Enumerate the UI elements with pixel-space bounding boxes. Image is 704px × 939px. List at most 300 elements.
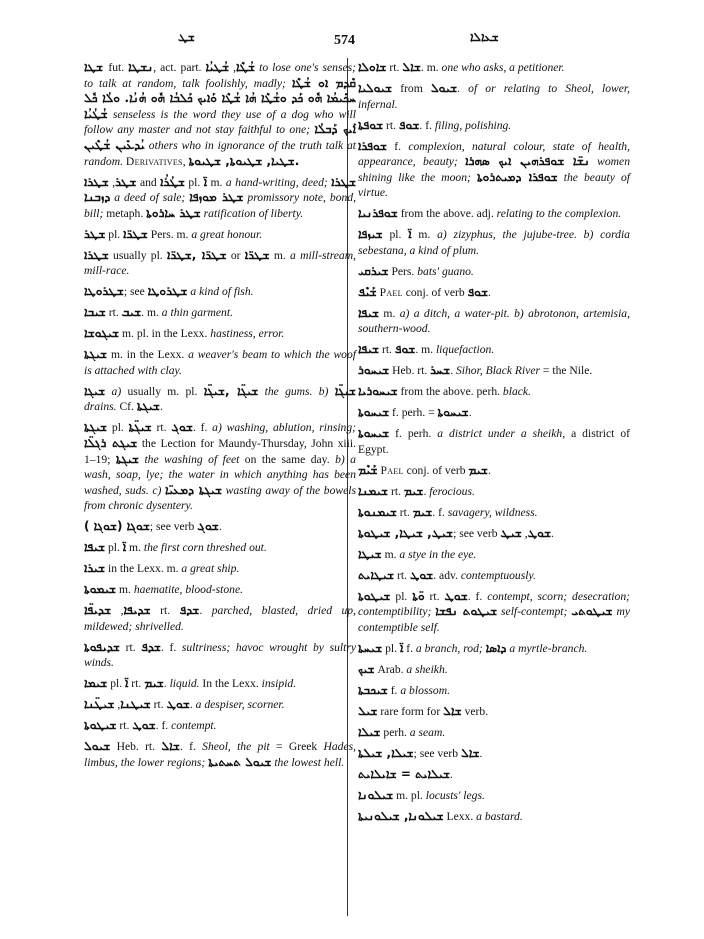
syriac-text: ܐܰܝܟ ܕܰܒܠܳܐ ܝܳܕܥܺܝܢ ܫܳܛܶܝܢ <box>84 122 356 152</box>
syriac-text: ܫܝܡ <box>412 504 433 519</box>
entry-text: from the above. perh. <box>397 385 503 399</box>
entry-text: metaph. <box>103 206 147 220</box>
entry-text: rt. <box>128 677 145 691</box>
entry-text: , <box>521 526 528 540</box>
entry-text: usually m. pl. <box>121 384 204 398</box>
entry-text: ; see verb <box>453 526 501 540</box>
gloss-text: my contemptible self. <box>358 605 630 635</box>
dictionary-entry <box>358 139 630 201</box>
syriac-text: ܐ̈ <box>408 227 412 242</box>
syriac-text: ܫܛܐ <box>84 60 109 74</box>
entry-text: . f. <box>467 589 488 603</box>
entry-text: pl. <box>105 227 124 241</box>
gloss-text: filing, polishing. <box>434 118 512 132</box>
dictionary-entry <box>358 505 630 521</box>
syriac-text: ܫܝܦܐ <box>358 342 380 357</box>
syriac-text: ܫܐܠ <box>402 60 421 74</box>
syriac-text: ܫܝܠܘܢܐ, ܫܝܠܘܢܝܬܐ <box>358 808 444 823</box>
entry-text: = Greek <box>269 740 324 754</box>
entry-text: . <box>468 406 472 420</box>
syriac-text: ܐ̈ <box>399 641 404 656</box>
entry-text: Lexx. <box>443 809 477 823</box>
syriac-text: ܫܛܪ̈ܐ ,ܫܛܪ̈ܐ <box>166 247 227 262</box>
syriac-text: ܢܫܛܐ <box>128 60 154 74</box>
dictionary-entry <box>84 384 356 415</box>
syriac-text: ܫܐܠ <box>161 739 180 754</box>
gloss-text: a deed of sale; <box>114 191 186 205</box>
dictionary-entry <box>358 641 630 657</box>
syriac-text: ܫܐܠ <box>443 703 462 718</box>
gloss-text: locusts' legs. <box>425 788 485 802</box>
dictionary-entry <box>358 725 630 741</box>
gloss-text: black. <box>502 385 531 399</box>
syriac-text: ܫܛܪ̈ܐ <box>123 226 148 241</box>
dictionary-entry <box>84 227 356 243</box>
dictionary-entry <box>358 484 630 500</box>
gloss-text: a) <box>111 384 122 398</box>
dictionary-entry <box>84 561 356 577</box>
syriac-text: ܫܕܦ <box>141 639 161 654</box>
dictionary-entry <box>358 118 630 134</box>
entry-text: m. <box>126 541 144 555</box>
gloss-text: senseless is the word they use of a dog who will follow any master and not stay faithful to one; <box>84 107 356 137</box>
entry-text: Pael <box>380 463 404 477</box>
entry-text: rt. <box>424 589 445 603</box>
gloss-text: a thin garment. <box>161 306 233 320</box>
entry-text: . <box>218 520 222 534</box>
gloss-text: ratification of liberty. <box>203 206 304 220</box>
entry-text: pl. <box>382 642 400 656</box>
syriac-text: ܫܝܒܐ <box>84 305 106 320</box>
syriac-text: ܫܘܦܪܐ ܕܡܝܬܪܘܬܐ <box>476 169 558 184</box>
dictionary-entry <box>84 347 356 378</box>
syriac-text: ܫܝܓܐ <box>84 383 106 398</box>
entry-text: pl. <box>382 228 409 242</box>
syriac-text: ܫܝܓܘܫܐ <box>84 326 120 341</box>
dictionary-entry <box>358 264 630 280</box>
syriac-text: ܫܝܪܐ <box>84 561 106 576</box>
syriac-text: ܫܝܡ <box>144 676 164 691</box>
entry-text: m. <box>379 306 400 320</box>
entry-text: , <box>111 604 124 618</box>
entry-text: verb. <box>461 704 489 718</box>
entry-text: rt. <box>105 306 122 320</box>
dictionary-entry <box>358 363 630 379</box>
entry-text: . f. <box>160 640 182 654</box>
syriac-text: ܫܝܛܘܬ ܢܦܫܐ <box>435 604 498 619</box>
syriac-text: ܫܝܦܐ <box>358 305 380 320</box>
gloss-text: a seam. <box>409 725 446 739</box>
syriac-text: ܫܝܠܘܢܐ <box>358 787 394 802</box>
syriac-text: ܫܝܓܬܐ <box>115 451 139 466</box>
syriac-text: ܕܐܣܐ <box>485 641 507 656</box>
entry-text: . <box>488 285 491 299</box>
syriac-text: ܫܐܠ <box>460 745 480 760</box>
dictionary-entry <box>358 788 630 804</box>
dictionary-entry <box>358 704 630 720</box>
syriac-text: ܫܝܚܬܐ <box>358 641 383 656</box>
entry-text: . f. <box>419 118 435 132</box>
entry-text: or <box>226 248 245 262</box>
dictionary-entry <box>358 405 630 421</box>
dictionary-entry <box>84 519 356 535</box>
syriac-text: ܫܘܦܬܐ <box>358 117 384 132</box>
dictionary-entry <box>84 676 356 692</box>
syriac-text: ܫܰܝܶܦ <box>358 284 377 299</box>
syriac-text: ܫܛܪ ܚܐܪܘܬܐ <box>146 205 201 220</box>
syriac-text: ܫܝܓܬܐ <box>84 347 108 362</box>
gloss-text: a kind of fish. <box>190 285 254 299</box>
gloss-text: a sheikh. <box>406 663 448 676</box>
syriac-text: ܫܝܒ <box>121 305 142 320</box>
entry-text: Pers. m. <box>147 227 192 241</box>
gloss-text: savagery, wildness. <box>447 505 538 519</box>
entry-text: rt. <box>394 568 410 582</box>
syriac-text: ܐ̈ <box>125 676 129 691</box>
entry-text: conj. of verb <box>403 463 469 477</box>
gloss-text: b) cordia sebestana, a kind of plum. <box>358 228 630 257</box>
gloss-text: a mill-stream, mill-race. <box>84 248 356 278</box>
syriac-text: ܫܝܛ, ܫܝܛܐ, ܫܝܛܘܬܐ <box>358 525 454 540</box>
syriac-text: ܫܝܠܐܝܬ = ܫܐܝܠܐܝܬ <box>358 766 451 781</box>
entry-text: m. pl. in the Lexx. <box>119 327 211 341</box>
dictionary-entry <box>358 767 630 783</box>
syriac-text: ܫܘܦ <box>467 284 489 299</box>
entry-text: Heb. rt. <box>110 740 162 754</box>
gloss-text: the lowest hell. <box>274 755 345 769</box>
gloss-text: a despiser, scorner. <box>195 698 285 712</box>
entry-text: . <box>163 677 170 691</box>
entry-text: . f. <box>192 421 213 435</box>
dictionary-entry <box>358 463 630 479</box>
syriac-text: ܫܘܦ <box>398 117 420 132</box>
syriac-text: ܫܕܝܦ̈ܐ <box>84 603 112 618</box>
syriac-text: ܫܝܡ <box>468 462 488 477</box>
syriac-text: ܫܝܓܬܐ <box>84 420 108 435</box>
dictionary-entry <box>84 60 356 169</box>
entry-text: m. pl. <box>393 788 426 802</box>
syriac-text: ܫܕܦ <box>179 603 200 618</box>
dictionary-entry <box>84 248 356 279</box>
syriac-text: ܫܐܘܠܐ <box>358 60 387 74</box>
entry-text: = the Nile. <box>540 364 593 378</box>
gloss-text: liquefaction. <box>435 343 495 357</box>
syriac-text: ܫܝܛܘܬܝ <box>571 604 613 619</box>
syriac-text: ܫܝܘܠ <box>84 739 111 754</box>
gloss-text: b) abrotonon, artemisia, southern-wood. <box>358 306 630 336</box>
syriac-text: ܐ̈ <box>122 540 127 555</box>
syriac-text: ܫܛܳܪܳܐ <box>160 174 185 189</box>
entry-text: rt. <box>379 343 395 357</box>
syriac-text: ܫܝܙܦܐ <box>358 227 383 242</box>
gloss-text: contemptuously. <box>460 568 536 582</box>
dictionary-entry <box>358 60 630 76</box>
gloss-text: others who in ignorance of the truth talk at random. <box>84 138 356 168</box>
gloss-text: b) a wash, soap, lye; the water in which anything has been washed, suds. <box>84 452 356 497</box>
entry-text: pl. <box>184 175 204 189</box>
syriac-text: ܫܛܝܐ, ܫܛܝܘܬܐ, ܫܛܝܘܬܐ. <box>188 153 300 168</box>
gloss-text: contempt. <box>171 719 217 733</box>
entry-text: f. perh. = <box>389 406 438 420</box>
syriac-text: ܫܛܪܘܛܐ <box>147 284 188 299</box>
syriac-text: ܫܛܪ <box>115 174 137 189</box>
syriac-text: ܫܝܡ <box>403 483 424 498</box>
entry-text: in the Lexx. m. <box>105 562 182 576</box>
gloss-text: a) zizyphus, the jujube-tree. <box>437 228 577 242</box>
gloss-text: complexion, natural colour, state of health, appearance, beauty; <box>358 139 630 169</box>
entry-text: m. <box>411 228 438 242</box>
entry-text: , <box>182 154 189 168</box>
dictionary-entry <box>84 718 356 734</box>
gloss-text: relating to the complexion. <box>496 207 622 221</box>
gloss-text: the beauty of virtue. <box>358 170 630 200</box>
syriac-text: ܫܘܛ <box>166 697 190 712</box>
syriac-text: ܫܕܝܦܐ <box>123 603 151 618</box>
dictionary-entry <box>358 809 630 825</box>
syriac-text: ܢܫ̈ܐ ܫܘܦܪܗܝܢ ܐܝܟ ܣܗܪܐ <box>465 154 590 169</box>
syriac-text: ܫܛܪܐ ܕܙܒܢܐ <box>84 174 357 205</box>
syriac-text: ܫܛܪܘܛܐ <box>84 284 124 299</box>
syriac-text: ܫܝܛܢܐ <box>120 697 151 712</box>
dictionary-entry <box>84 739 356 770</box>
gloss-text: a) washing, ablution, rinsing; <box>212 421 357 435</box>
entry-text: . f. <box>432 505 448 519</box>
gloss-text: a myrtle-branch. <box>509 642 588 656</box>
entry-text: m. <box>269 248 290 262</box>
syriac-text: ܫܝܚܘܬܐ <box>358 405 390 420</box>
gloss-text: women shining like the moon; <box>358 155 630 184</box>
syriac-text: ܫܝܡܢܘܬܐ <box>358 504 397 519</box>
dictionary-entry <box>358 568 630 584</box>
syriac-text: ܫܘܛ <box>527 525 552 540</box>
syriac-text: ܫܝܛ <box>500 525 522 540</box>
dictionary-entry <box>358 342 630 358</box>
syriac-text: ܫܝܓܬܐ ܕܡܥܝ̈ܐ <box>165 482 223 497</box>
entry-text: . m. <box>415 343 436 357</box>
dictionary-entry <box>84 603 356 634</box>
dictionary-entry <box>358 683 630 699</box>
gloss-text: ferocious. <box>429 484 475 498</box>
dictionary-entry <box>358 746 630 762</box>
gloss-text: a great ship. <box>181 562 240 576</box>
dictionary-entry <box>84 284 356 300</box>
syriac-text: ܫܝܟ <box>358 662 375 676</box>
entry-text: and <box>136 175 161 189</box>
gloss-text: the gums. <box>264 384 313 398</box>
syriac-text: ܫܛܪ̈ܐ <box>244 247 270 262</box>
dictionary-entry <box>84 305 356 321</box>
syriac-text: ܫܘܦܪܢܝܐ <box>358 206 398 221</box>
entry-text: . f. <box>155 719 172 733</box>
dictionary-entry <box>358 206 630 222</box>
syriac-text: ܫܝܓ̈ܐ ,ܫܝܓ̈ܐ <box>203 383 259 398</box>
syriac-text: ܫܝܓ̈ܐ <box>334 383 356 398</box>
entry-text: Pael <box>379 285 403 299</box>
entry-text: In the Lexx. <box>199 677 262 691</box>
entry-text: pl. <box>107 677 126 691</box>
gloss-text: sultriness; havoc wrought by sultry winds. <box>84 640 356 670</box>
gloss-text: insipid. <box>261 677 297 691</box>
entry-text: perh. <box>380 725 410 739</box>
syriac-text: ܫܳܛܝܳܐ <box>205 60 230 74</box>
syriac-text: ܘ̈ܬܐ <box>412 588 425 603</box>
entry-text: , <box>108 175 116 189</box>
syriac-text: ܫܝܡܢܐ <box>358 483 389 498</box>
dictionary-entry <box>358 306 630 337</box>
running-header <box>0 30 704 54</box>
entry-text: . <box>423 484 430 498</box>
syriac-text: ܫܝܓܬܐ <box>136 399 160 414</box>
dictionary-entry <box>358 285 630 301</box>
entry-text: rt. <box>151 421 172 435</box>
syriac-text: ܫܛܪܐ <box>84 247 109 262</box>
entry-text: . <box>199 604 212 618</box>
gloss-text: self-contempt; <box>501 605 568 619</box>
gloss-text: a) a ditch, a water-pit. <box>399 306 510 320</box>
entry-text: , <box>114 698 121 712</box>
syriac-text: ܫܝܠܐ <box>358 724 381 739</box>
syriac-text: ܫܘܓ <box>171 420 193 435</box>
entry-text: pl. <box>390 589 413 603</box>
entry-text: m. <box>116 583 134 597</box>
entry-text: rt. <box>383 118 399 132</box>
entry-text: m. <box>207 175 226 189</box>
entry-text: Pers. <box>388 264 418 278</box>
syriac-text: ܫܝܪܩܝ <box>358 263 389 278</box>
gloss-text: to lose one's senses; to talk at random, talk foolishly, madly; <box>84 61 357 90</box>
syriac-text: ܫܝܛܘܬܐ <box>84 718 117 733</box>
syriac-text: ܫܝܡܘܬܐ <box>84 582 117 597</box>
entry-text: . <box>159 400 163 414</box>
entry-text: fut. <box>108 61 129 74</box>
syriac-text: ܫܝܓܬ ܪܓܠ̈ܐ <box>84 435 138 450</box>
entry-text: ; see <box>123 285 148 299</box>
gloss-text: hastiness, error. <box>210 327 285 341</box>
gloss-text: Sihor, Black River <box>455 364 541 378</box>
syriac-text: ܫܘܓܐ (ܫܘܓܐ ) <box>84 519 150 534</box>
dictionary-entry <box>84 420 356 514</box>
syriac-text: ܫܝܛ̈ܢܐ <box>84 697 115 712</box>
dictionary-entry <box>358 227 630 258</box>
syriac-text: ܫܝܠܐ, ܫܝܠܬܐ <box>358 745 414 760</box>
entry-text: rt. <box>388 484 404 498</box>
entry-text: f. <box>386 139 409 153</box>
syriac-text: ܫܝܟܒܬܐ <box>358 682 388 697</box>
syriac-text: ܫܛܪ ܡܘܙܦܐ <box>189 190 244 205</box>
gloss-text: c) <box>152 483 162 497</box>
right-column <box>358 60 630 830</box>
dictionary-entry <box>84 175 356 222</box>
entry-text: the Lection for Maundy-Thursday, John xiii. 1–19; <box>84 436 356 466</box>
entry-text: on the same day. <box>239 452 336 466</box>
dictionary-entry <box>358 384 630 400</box>
entry-text: rt. <box>386 61 403 74</box>
syriac-text: ܫܝܘܠ <box>430 80 458 95</box>
syriac-text: ܫܕܝܦܘܬܐ <box>84 639 120 654</box>
syriac-text: ܫܛܪܐ <box>84 174 109 189</box>
gloss-text: parched, blasted, dried up, mildewed; shrivelled. <box>84 604 357 633</box>
entry-text: Heb. rt. <box>389 364 431 378</box>
syriac-text: ܫܚܪ <box>430 363 451 378</box>
syriac-text: ܫܘܦܪܐ <box>358 138 387 153</box>
entry-text: m. in the Lexx. <box>107 348 189 362</box>
gloss-text: of or relating to Sheol, lower, infernal. <box>358 81 631 111</box>
syriac-text: ܫܛܪ <box>84 226 106 241</box>
entry-text: . adv. <box>433 568 461 582</box>
entry-text: . m. <box>141 306 162 320</box>
syriac-text: ܫܘܛ <box>132 718 156 733</box>
entry-text: . <box>479 746 483 760</box>
gloss-text: a district under a sheikh, <box>437 427 566 441</box>
syriac-text: ܫܝܛܘܬܐ <box>358 588 391 603</box>
entry-text: Arab. <box>374 663 407 676</box>
entry-text: f. <box>387 683 401 697</box>
entry-text: conj. of verb <box>402 285 468 299</box>
entry-text: . <box>551 526 554 540</box>
syriac-text: ܫܝܚܘܬܐ <box>437 405 469 420</box>
entry-text: usually pl. <box>108 248 167 262</box>
gloss-text: a branch, rod; <box>415 642 483 656</box>
gloss-text: wasting away of the bowels from chronic dysentery. <box>84 483 356 513</box>
syriac-text: ܫܝܚܘܪܝܐ <box>358 384 398 399</box>
header-left-word: ܫܛ <box>178 30 195 44</box>
gloss-text: a weaver's beam to which the woof is attached with clay. <box>84 348 357 377</box>
entry-text: rt. <box>396 505 413 519</box>
gloss-text: the first corn threshed out. <box>143 541 267 555</box>
gloss-text: bats' guano. <box>417 264 474 278</box>
gloss-text: Hades, limbus, the lower regions; <box>84 740 357 769</box>
entry-text: . f. <box>179 740 203 754</box>
entry-text: . <box>457 81 469 95</box>
gloss-text: a stye in the eye. <box>399 547 477 561</box>
dictionary-entry <box>84 540 356 556</box>
syriac-text: ܫܝܚܘܬܐ <box>358 426 390 441</box>
syriac-text: ܫܘܦ <box>394 342 416 357</box>
entry-text: ; see verb <box>149 520 198 534</box>
syriac-text: ܐ̈ <box>203 174 208 189</box>
gloss-text: liquid. <box>169 677 200 691</box>
syriac-text: ܫܝܓ̈ܬܐ <box>128 420 152 435</box>
entry-text: , <box>229 61 237 74</box>
entry-text: a district of Egypt. <box>358 427 630 456</box>
entry-text: Cf. <box>116 400 137 414</box>
syriac-text: ܫܳܛܶܐ <box>236 60 256 74</box>
entry-text: rare form for <box>377 704 444 718</box>
entry-text: pl. <box>105 541 123 555</box>
page-number: 574 <box>334 33 355 48</box>
entry-text: rt. <box>119 640 142 654</box>
entry-text: rt. <box>116 719 133 733</box>
gloss-text: contempt, scorn; desecration; contemptibility; <box>358 589 630 619</box>
entry-text: from <box>392 81 431 95</box>
gloss-text: haematite, blood-stone. <box>133 583 243 597</box>
gloss-text: b) <box>318 384 329 398</box>
entry-text: f. perh. <box>389 427 438 441</box>
syriac-text: ܫܘܛ <box>409 567 434 582</box>
entry-text: . <box>450 767 453 781</box>
syriac-text: ܫܝܚܘܪ <box>358 363 390 378</box>
entry-text: , act. part. <box>153 61 206 74</box>
header-right-word: ܫܥܐܠܐ <box>470 30 499 44</box>
gloss-text: drains. <box>84 400 117 414</box>
entry-text: . <box>450 364 456 378</box>
gloss-text: the washing of feet <box>144 452 240 466</box>
dictionary-entry <box>358 589 630 636</box>
dictionary-entry <box>84 582 356 598</box>
gloss-text: a hand-writing, deed; <box>225 175 328 189</box>
entry-text: . m. <box>420 61 442 74</box>
dictionary-entry <box>358 426 630 457</box>
